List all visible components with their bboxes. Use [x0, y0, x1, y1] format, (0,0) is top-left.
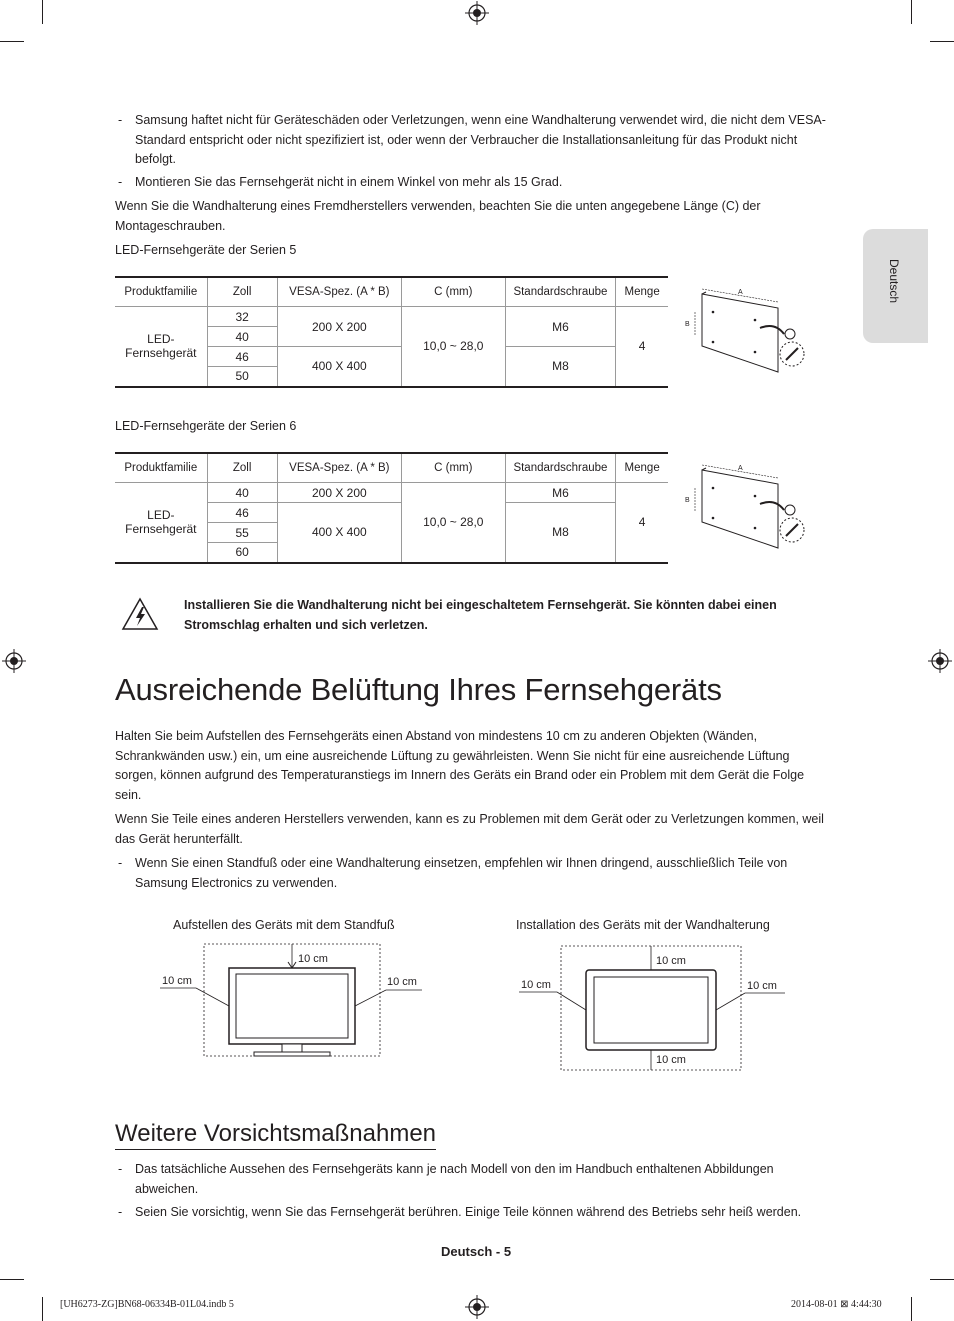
- size-cell: 46: [207, 503, 277, 523]
- ventilation-paragraph: Wenn Sie Teile eines anderen Herstellers verwenden, kann es zu Problemen mit dem Gerät oder zu Verletzungen kommen, weil das Gerät herunterfällt.: [115, 812, 824, 846]
- bullet-dash: -: [118, 1205, 123, 1219]
- stand-clearance-diagram: [150, 940, 440, 1065]
- screw-cell: M6: [505, 483, 616, 503]
- clearance-label-left: 10 cm: [162, 975, 192, 987]
- family-cell: LED- Fernsehgerät: [115, 307, 207, 387]
- crop-mark: [0, 1279, 24, 1280]
- bullet-text: Das tatsächliche Aussehen des Fernsehgeräts kann je nach Modell von den im Handbuch enthaltenen Abbildungen abweichen.: [135, 1162, 774, 1196]
- clearance-label-top: 10 cm: [656, 955, 686, 967]
- bullet-text: Wenn Sie einen Standfuß oder eine Wandhalterung einsetzen, empfehlen wir Ihnen dringend, ausschließlich Teile von Samsung Electronics zu verwenden.: [135, 856, 788, 890]
- clearance-label-bottom: 10 cm: [656, 1054, 686, 1066]
- bullet-dash: -: [118, 175, 123, 189]
- warning-icon: [121, 597, 159, 631]
- dim-b-label: B: [685, 497, 690, 504]
- screw-cell: M8: [505, 503, 616, 563]
- series5-title: LED-Fernsehgeräte der Serien 5: [115, 243, 297, 257]
- col-header: Produktfamilie: [115, 277, 207, 307]
- registration-mark-icon: [465, 1295, 489, 1319]
- wall-caption: Installation des Geräts mit der Wandhalterung: [516, 918, 770, 932]
- series5-spec-table: [115, 276, 668, 388]
- qty-cell: 4: [616, 307, 668, 387]
- ventilation-paragraph: Halten Sie beim Aufstellen des Fernsehgeräts einen Abstand von mindestens 10 cm zu anderen Objekten (Wänden, Schrankwänden usw.) ein, um eine ausreichende Lüftung zu gewährleisten. Wenn Sie nicht für eine ausreichende Lüftung sorgen, können aufgrund des Temperaturanstiegs im Innern des Geräts ein Brand oder ein Problem mit dem Gerät die Folge sein.: [115, 729, 805, 802]
- c-cell: 10,0 ~ 28,0: [402, 483, 506, 563]
- size-cell: 50: [207, 367, 277, 387]
- section-heading-precautions: Weitere Vorsichtsmaßnahmen: [115, 1120, 436, 1150]
- wall-mount-diagram: [680, 460, 810, 550]
- language-tab-label: Deutsch: [887, 259, 901, 304]
- crop-mark: [42, 0, 43, 24]
- wall-clearance-diagram: [515, 940, 805, 1075]
- screw-cell: M8: [505, 347, 616, 387]
- registration-mark-icon: [2, 649, 26, 673]
- crop-mark: [911, 0, 912, 24]
- bullet-text: Samsung haftet nicht für Geräteschäden oder Verletzungen, wenn eine Wandhalterung verwendet wird, die nicht dem VESA-Standard entspricht oder nicht spezifiziert ist, oder wenn der Verbraucher die Installationsanleitung für das Produkt nicht befolgt.: [135, 113, 826, 166]
- print-date-info: 2014-08-01 ⊠ 4:44:30: [791, 1299, 882, 1310]
- dim-a-label: A: [738, 289, 743, 296]
- bullet-dash: -: [118, 1162, 123, 1176]
- clearance-label-right: 10 cm: [747, 980, 777, 992]
- intro-paragraph: Wenn Sie die Wandhalterung eines Fremdherstellers verwenden, beachten Sie die unten angegebene Länge (C) der Montageschrauben.: [115, 199, 761, 233]
- crop-mark: [911, 1297, 912, 1321]
- col-header: Menge: [616, 453, 668, 483]
- registration-mark-icon: [465, 1, 489, 25]
- vesa-cell: 400 X 400: [277, 503, 401, 563]
- col-header: VESA-Spez. (A * B): [277, 277, 401, 307]
- list-item: [118, 1203, 838, 1223]
- list-item: [118, 1160, 838, 1199]
- stand-caption: Aufstellen des Geräts mit dem Standfuß: [173, 918, 395, 932]
- col-header: Zoll: [207, 453, 277, 483]
- series6-title: LED-Fernsehgeräte der Serien 6: [115, 419, 297, 433]
- page-number: Deutsch - 5: [441, 1244, 512, 1259]
- section-heading-ventilation: Ausreichende Belüftung Ihres Fernsehgeräts: [115, 672, 722, 707]
- size-cell: 40: [207, 483, 277, 503]
- size-cell: 46: [207, 347, 277, 367]
- crop-mark: [0, 41, 24, 42]
- size-cell: 40: [207, 327, 277, 347]
- size-cell: 55: [207, 523, 277, 543]
- wall-mount-diagram: [680, 284, 810, 374]
- family-cell: LED- Fernsehgerät: [115, 483, 207, 563]
- col-header: Standardschraube: [505, 453, 616, 483]
- language-tab: [863, 229, 928, 343]
- col-header: C (mm): [402, 277, 506, 307]
- qty-cell: 4: [616, 483, 668, 563]
- crop-mark: [930, 1279, 954, 1280]
- col-header: Produktfamilie: [115, 453, 207, 483]
- size-cell: 60: [207, 543, 277, 563]
- clearance-label-left: 10 cm: [521, 979, 551, 991]
- list-item: [118, 173, 838, 193]
- bullet-text: Montieren Sie das Fernsehgerät nicht in einem Winkel von mehr als 15 Grad.: [135, 175, 563, 189]
- vesa-cell: 200 X 200: [277, 483, 401, 503]
- registration-mark-icon: [928, 649, 952, 673]
- col-header: Standardschraube: [505, 277, 616, 307]
- vesa-cell: 200 X 200: [277, 307, 401, 347]
- size-cell: 32: [207, 307, 277, 327]
- warning-text: Installieren Sie die Wandhalterung nicht bei eingeschaltetem Fernsehgerät. Sie könnten dabei einen Stromschlag erhalten und sich verletzen.: [184, 598, 777, 632]
- col-header: C (mm): [402, 453, 506, 483]
- crop-mark: [42, 1297, 43, 1321]
- col-header: Menge: [616, 277, 668, 307]
- vesa-cell: 400 X 400: [277, 347, 401, 387]
- screw-cell: M6: [505, 307, 616, 347]
- dim-a-label: A: [738, 465, 743, 472]
- crop-mark: [930, 41, 954, 42]
- col-header: VESA-Spez. (A * B): [277, 453, 401, 483]
- clearance-label-top: 10 cm: [298, 953, 328, 965]
- print-file-info: [UH6273-ZG]BN68-06334B-01L04.indb 5: [60, 1299, 234, 1310]
- dim-b-label: B: [685, 321, 690, 328]
- c-cell: 10,0 ~ 28,0: [402, 307, 506, 387]
- bullet-dash: -: [118, 856, 123, 870]
- list-item: [118, 854, 838, 893]
- bullet-dash: -: [118, 113, 123, 127]
- col-header: Zoll: [207, 277, 277, 307]
- list-item: [118, 111, 838, 170]
- clearance-label-right: 10 cm: [387, 976, 417, 988]
- series6-spec-table: [115, 452, 668, 564]
- bullet-text: Seien Sie vorsichtig, wenn Sie das Fernsehgerät berühren. Einige Teile können während des Betriebs sehr heiß werden.: [135, 1205, 802, 1219]
